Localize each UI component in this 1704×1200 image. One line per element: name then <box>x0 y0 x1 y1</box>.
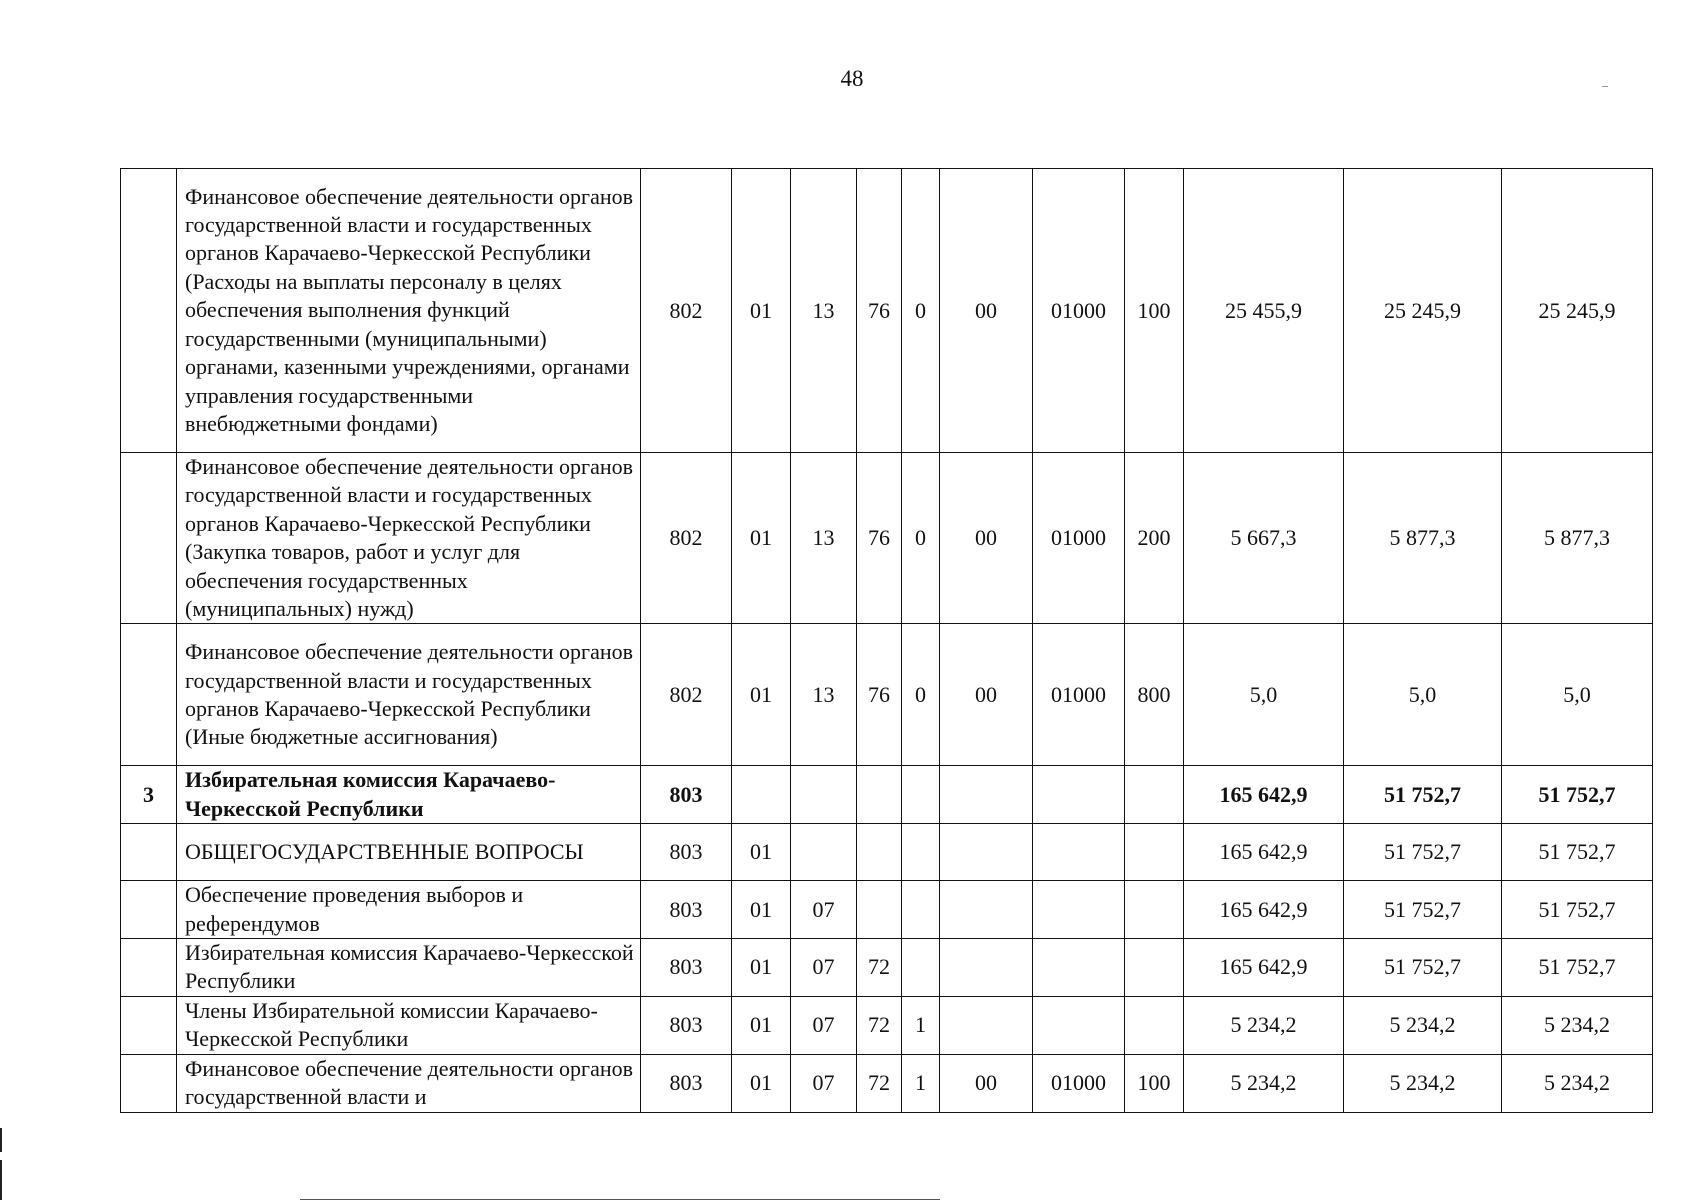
direction-code: 01000 <box>1033 169 1125 453</box>
amount-year-3: 51 752,7 <box>1502 939 1653 997</box>
section-code: 01 <box>732 169 791 453</box>
scan-margin-mark <box>0 1128 2 1152</box>
row-name: Финансовое обеспечение деятельности органов государственной власти и <box>177 1054 641 1112</box>
expense-type-code <box>1125 766 1184 824</box>
program-code: 72 <box>857 1054 902 1112</box>
measure-code <box>940 881 1033 939</box>
scan-margin-mark <box>0 1160 2 1200</box>
amount-year-3: 5 234,2 <box>1502 996 1653 1054</box>
subsection-code: 13 <box>791 624 857 766</box>
measure-code <box>940 996 1033 1054</box>
row-name: Члены Избирательной комиссии Карачаево-Черкесской Республики <box>177 996 641 1054</box>
direction-code <box>1033 939 1125 997</box>
subprogram-code: 0 <box>902 169 940 453</box>
program-code <box>857 766 902 824</box>
table-row <box>121 996 1653 1054</box>
ministry-code: 802 <box>641 453 732 624</box>
row-number <box>121 996 177 1054</box>
section-code <box>732 766 791 824</box>
row-name: Финансовое обеспечение деятельности органов государственной власти и государственных органов Карачаево-Черкесской Республики (Расходы на выплаты персоналу в целях обеспечения выполнения функций государственными (муниципальными) органами, казенными учреждениями, органами управления государственными внебюджетными фондами) <box>177 169 641 453</box>
expense-type-code <box>1125 939 1184 997</box>
amount-year-1: 165 642,9 <box>1184 939 1344 997</box>
measure-code: 00 <box>940 453 1033 624</box>
amount-year-3: 5 234,2 <box>1502 1054 1653 1112</box>
amount-year-3: 25 245,9 <box>1502 169 1653 453</box>
row-number: 3 <box>121 766 177 824</box>
program-code: 72 <box>857 939 902 997</box>
budget-table <box>120 168 1653 1113</box>
program-code <box>857 881 902 939</box>
section-code: 01 <box>732 824 791 881</box>
expense-type-code: 200 <box>1125 453 1184 624</box>
amount-year-1: 165 642,9 <box>1184 881 1344 939</box>
table-row <box>121 1054 1653 1112</box>
table-row <box>121 624 1653 766</box>
subprogram-code <box>902 766 940 824</box>
amount-year-2: 5 234,2 <box>1344 1054 1502 1112</box>
amount-year-1: 5 234,2 <box>1184 1054 1344 1112</box>
row-name: Избирательная комиссия Карачаево-Черкесской Республики <box>177 939 641 997</box>
table-row-section <box>121 766 1653 824</box>
amount-year-3: 5,0 <box>1502 624 1653 766</box>
program-code <box>857 824 902 881</box>
subprogram-code: 1 <box>902 996 940 1054</box>
amount-year-1: 5 234,2 <box>1184 996 1344 1054</box>
table-row <box>121 939 1653 997</box>
measure-code: 00 <box>940 1054 1033 1112</box>
row-number <box>121 824 177 881</box>
row-number <box>121 1054 177 1112</box>
ministry-code: 803 <box>641 766 732 824</box>
subsection-code: 07 <box>791 881 857 939</box>
row-name: Обеспечение проведения выборов и референдумов <box>177 881 641 939</box>
table-row <box>121 881 1653 939</box>
row-number <box>121 624 177 766</box>
expense-type-code: 100 <box>1125 169 1184 453</box>
measure-code: 00 <box>940 624 1033 766</box>
amount-year-3: 51 752,7 <box>1502 881 1653 939</box>
ministry-code: 803 <box>641 1054 732 1112</box>
row-name: Избирательная комиссия Карачаево-Черкесской Республики <box>177 766 641 824</box>
subsection-code: 07 <box>791 996 857 1054</box>
subprogram-code: 0 <box>902 453 940 624</box>
scan-artifact <box>1602 86 1608 87</box>
amount-year-1: 25 455,9 <box>1184 169 1344 453</box>
amount-year-1: 165 642,9 <box>1184 824 1344 881</box>
amount-year-1: 5,0 <box>1184 624 1344 766</box>
section-code: 01 <box>732 453 791 624</box>
measure-code: 00 <box>940 169 1033 453</box>
row-name: ОБЩЕГОСУДАРСТВЕННЫЕ ВОПРОСЫ <box>177 824 641 881</box>
page-number: 48 <box>840 66 864 91</box>
subprogram-code: 0 <box>902 624 940 766</box>
amount-year-2: 5,0 <box>1344 624 1502 766</box>
table-body <box>121 169 1653 1113</box>
row-number <box>121 169 177 453</box>
program-code: 72 <box>857 996 902 1054</box>
table-row <box>121 824 1653 881</box>
direction-code <box>1033 824 1125 881</box>
amount-year-3: 51 752,7 <box>1502 766 1653 824</box>
direction-code <box>1033 881 1125 939</box>
expense-type-code: 800 <box>1125 624 1184 766</box>
direction-code: 01000 <box>1033 1054 1125 1112</box>
expense-type-code <box>1125 996 1184 1054</box>
direction-code: 01000 <box>1033 624 1125 766</box>
amount-year-3: 5 877,3 <box>1502 453 1653 624</box>
ministry-code: 803 <box>641 881 732 939</box>
program-code: 76 <box>857 169 902 453</box>
ministry-code: 803 <box>641 939 732 997</box>
section-code: 01 <box>732 624 791 766</box>
row-number <box>121 453 177 624</box>
subsection-code: 13 <box>791 169 857 453</box>
ministry-code: 802 <box>641 169 732 453</box>
section-code: 01 <box>732 939 791 997</box>
amount-year-2: 51 752,7 <box>1344 766 1502 824</box>
expense-type-code <box>1125 824 1184 881</box>
subsection-code: 07 <box>791 939 857 997</box>
ministry-code: 803 <box>641 996 732 1054</box>
row-name: Финансовое обеспечение деятельности органов государственной власти и государственных органов Карачаево-Черкесской Республики (Закупка товаров, работ и услуг для обеспечения государственных (муниципальных) нужд) <box>177 453 641 624</box>
amount-year-2: 25 245,9 <box>1344 169 1502 453</box>
subsection-code: 13 <box>791 453 857 624</box>
subprogram-code <box>902 939 940 997</box>
row-number <box>121 939 177 997</box>
amount-year-1: 5 667,3 <box>1184 453 1344 624</box>
expense-type-code <box>1125 881 1184 939</box>
amount-year-2: 51 752,7 <box>1344 824 1502 881</box>
row-number <box>121 881 177 939</box>
program-code: 76 <box>857 624 902 766</box>
direction-code: 01000 <box>1033 453 1125 624</box>
direction-code <box>1033 996 1125 1054</box>
section-code: 01 <box>732 1054 791 1112</box>
program-code: 76 <box>857 453 902 624</box>
amount-year-2: 51 752,7 <box>1344 939 1502 997</box>
ministry-code: 803 <box>641 824 732 881</box>
subprogram-code <box>902 881 940 939</box>
subsection-code <box>791 766 857 824</box>
table-row <box>121 453 1653 624</box>
amount-year-2: 5 234,2 <box>1344 996 1502 1054</box>
table-row <box>121 169 1653 453</box>
row-name: Финансовое обеспечение деятельности органов государственной власти и государственных органов Карачаево-Черкесской Республики (Иные бюджетные ассигнования) <box>177 624 641 766</box>
direction-code <box>1033 766 1125 824</box>
amount-year-2: 51 752,7 <box>1344 881 1502 939</box>
amount-year-1: 165 642,9 <box>1184 766 1344 824</box>
amount-year-3: 51 752,7 <box>1502 824 1653 881</box>
section-code: 01 <box>732 881 791 939</box>
section-code: 01 <box>732 996 791 1054</box>
subprogram-code: 1 <box>902 1054 940 1112</box>
amount-year-2: 5 877,3 <box>1344 453 1502 624</box>
expense-type-code: 100 <box>1125 1054 1184 1112</box>
subsection-code: 07 <box>791 1054 857 1112</box>
subprogram-code <box>902 824 940 881</box>
ministry-code: 802 <box>641 624 732 766</box>
measure-code <box>940 766 1033 824</box>
subsection-code <box>791 824 857 881</box>
measure-code <box>940 824 1033 881</box>
measure-code <box>940 939 1033 997</box>
